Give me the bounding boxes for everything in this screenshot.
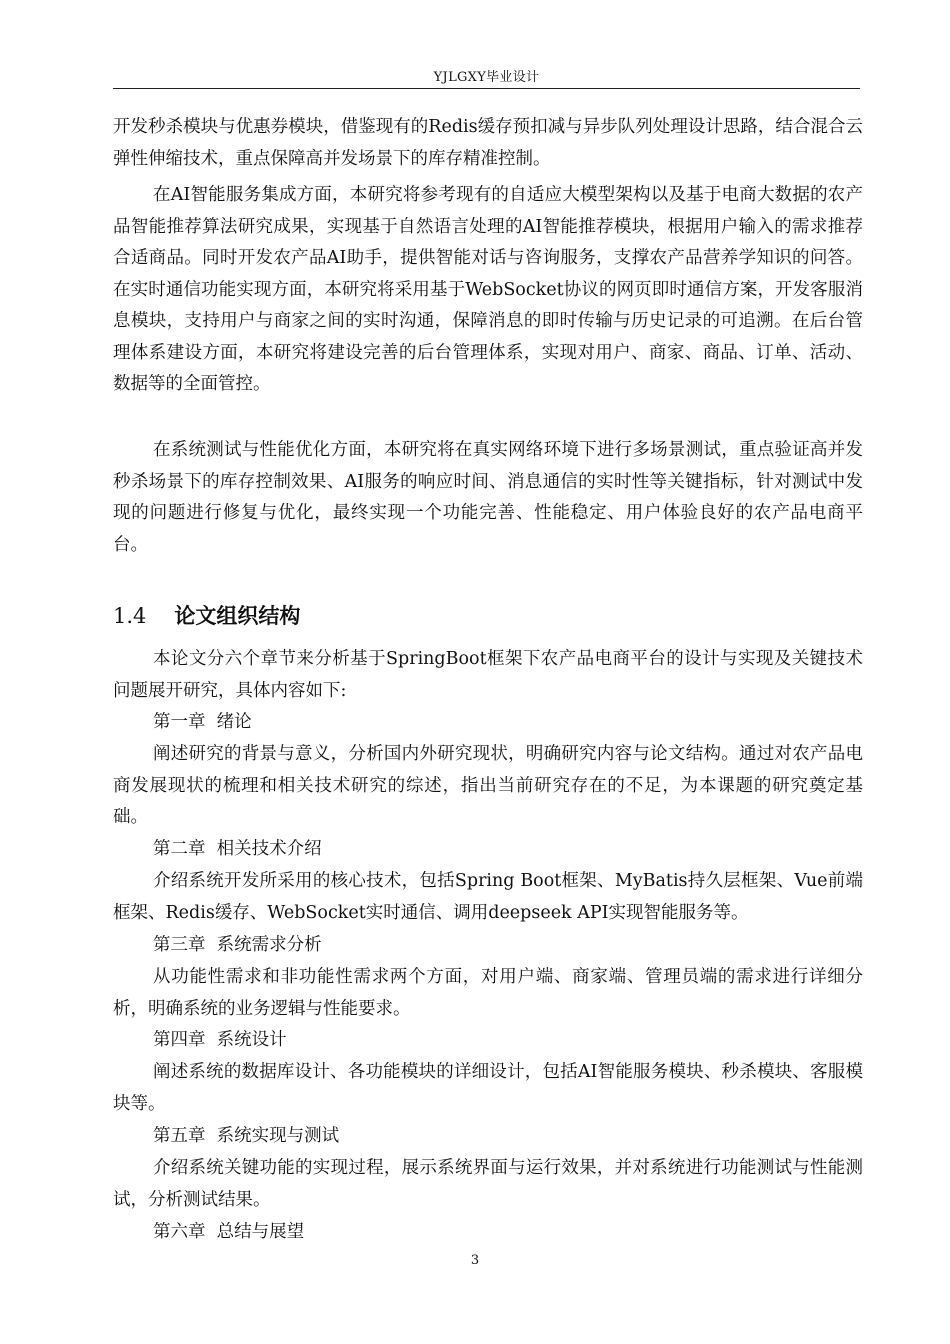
paragraph-ai-service: 在AI智能服务集成方面，本研究将参考现有的自适应大模型架构以及基于电商大数据的农产品智能推荐算法研究成果，实现基于自然语言处理的AI智能推荐模块，根据用户输入的需求推荐合适商品。同时开发农产品AI助手，提供智能对话与咨询服务，支撑农产品营养学知识的问答。在实时通信功能实现方面，本研究将采用基于WebSocket协议的网页即时通信方案，开发客服消息模块，支持用户与商家之间的实时沟通，保障消息的即时传输与历史记录的可追溯。在后台管理体系建设方面，本研究将建设完善的后台管理体系，实现对用户、商家、商品、订单、活动、数据等的全面管控。 [113, 185, 863, 394]
section-title: 论文组织结构 [174, 603, 301, 628]
header-rule [113, 88, 860, 89]
intro-paragraph: 本论文分六个章节来分析基于SpringBoot框架下农产品电商平台的设计与实现及关键技术问题展开研究，具体内容如下: [113, 649, 863, 701]
page-number: 3 [470, 1253, 480, 1268]
chapter-4-desc: 阐述系统的数据库设计、各功能模块的详细设计，包括AI智能服务模块、秒杀模块、客服模块等。 [113, 1062, 863, 1114]
chapter-3-title: 第三章 系统需求分析 [153, 935, 322, 955]
paragraph-seckill: 开发秒杀模块与优惠券模块，借鉴现有的Redis缓存预扣减与异步队列处理设计思路，结合混合云弹性伸缩技术，重点保障高并发场景下的库存精准控制。 [113, 117, 863, 169]
paragraph-testing: 在系统测试与性能优化方面，本研究将在真实网络环境下进行多场景测试，重点验证高并发秒杀场景下的库存控制效果、AI服务的响应时间、消息通信的实时性等关键指标，针对测试中发现的问题进行修复与优化，最终实现一个功能完善、性能稳定、用户体验良好的农产品电商平台。 [113, 440, 863, 555]
section-number: 1.4 [113, 604, 147, 628]
chapter-6-title: 第六章 总结与展望 [153, 1222, 305, 1242]
chapter-2-desc: 介绍系统开发所采用的核心技术，包括Spring Boot框架、MyBatis持久层框架、Vue前端框架、Redis缓存、WebSocket实时通信、调用deepseek API实现智能服务等。 [113, 871, 863, 923]
section-heading [113, 600, 300, 630]
chapter-1-title: 第一章 绪论 [153, 712, 252, 732]
chapter-2-title: 第二章 相关技术介绍 [153, 839, 322, 859]
chapter-5-desc: 介绍系统关键功能的实现过程，展示系统界面与运行效果，并对系统进行功能测试与性能测试，分析测试结果。 [113, 1158, 863, 1210]
chapter-3-desc: 从功能性需求和非功能性需求两个方面，对用户端、商家端、管理员端的需求进行详细分析，明确系统的业务逻辑与性能要求。 [113, 967, 863, 1019]
chapter-4-title: 第四章 系统设计 [153, 1030, 287, 1050]
page-header-title: YJLGXY毕业设计 [433, 70, 540, 85]
chapter-1-desc: 阐述研究的背景与意义，分析国内外研究现状，明确研究内容与论文结构。通过对农产品电商发展现状的梳理和相关技术研究的综述，指出当前研究存在的不足，为本课题的研究奠定基础。 [113, 744, 863, 827]
chapter-5-title: 第五章 系统实现与测试 [153, 1126, 340, 1146]
